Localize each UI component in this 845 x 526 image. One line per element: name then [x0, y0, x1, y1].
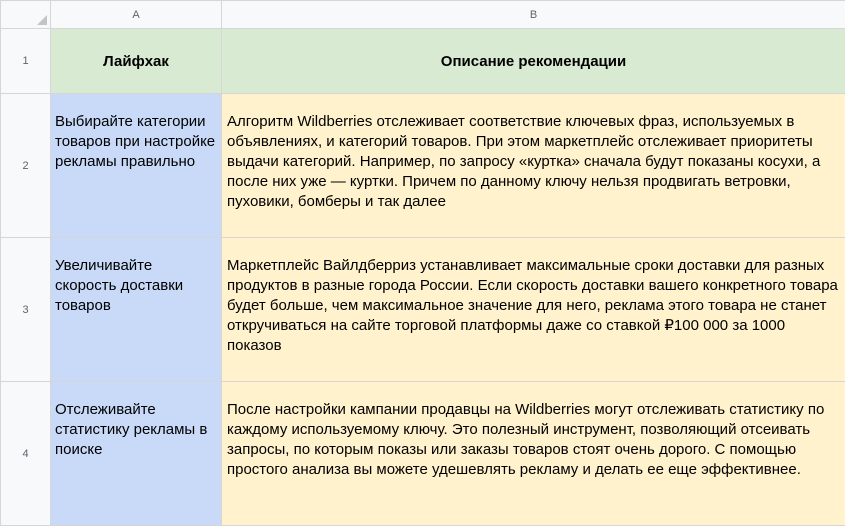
row-header-2[interactable]: 2: [1, 94, 51, 238]
select-all-corner[interactable]: [1, 1, 51, 29]
row-header-1[interactable]: 1: [1, 29, 51, 94]
cell-a2[interactable]: Выбирайте категории товаров при настройке рекламы правильно: [51, 94, 222, 238]
cell-b1[interactable]: Описание рекомендации: [222, 29, 845, 94]
cell-a1[interactable]: Лайфхак: [51, 29, 222, 94]
cell-a3[interactable]: Увеличивайте скорость доставки товаров: [51, 238, 222, 382]
row-header-4[interactable]: 4: [1, 382, 51, 526]
column-header-b[interactable]: B: [222, 1, 845, 29]
cell-a4[interactable]: Отслеживайте статистику рекламы в поиске: [51, 382, 222, 526]
cell-b2[interactable]: Алгоритм Wildberries отслеживает соответствие ключевых фраз, используемых в объявлениях, и категорий товаров. При этом маркетплейс отслеживает приоритеты выдачи категорий. Например, по запросу «куртка» сначала будут показаны косухи, а после них уже — куртки. Причем по данному ключу нельзя продвигать ветровки, пуховики, бомберы и так далее: [222, 94, 845, 238]
row-header-3[interactable]: 3: [1, 238, 51, 382]
cell-b3[interactable]: Маркетплейс Вайлдберриз устанавливает максимальные сроки доставки для разных продуктов в разные города России. Если скорость доставки вашего конкретного товара будет больше, чем максимальное значение для него, реклама этого товара не станет откручиваться на сайте торговой платформы даже со ставкой ₽100 000 за 1000 показов: [222, 238, 845, 382]
select-all-icon: [37, 15, 47, 25]
column-header-a[interactable]: A: [51, 1, 222, 29]
cell-b4[interactable]: После настройки кампании продавцы на Wildberries могут отслеживать статистику по каждому используемому ключу. Это полезный инструмент, позволяющий отсеивать запросы, по которым показы или заказы товаров стоят очень дорого. С помощью простого анализа вы можете удешевлять рекламу и делать ее еще эффективнее.: [222, 382, 845, 526]
